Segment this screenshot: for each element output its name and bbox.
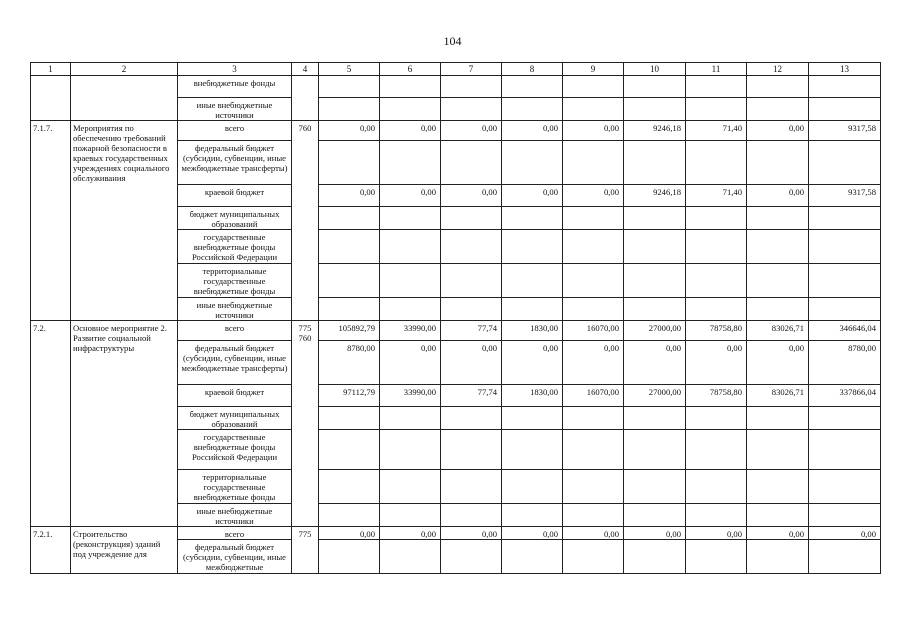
source-cell: бюджет муниципальных образований [178, 207, 292, 230]
value-cell: 9317,58 [809, 185, 881, 207]
value-cell: 0,00 [809, 527, 881, 540]
header-row [31, 63, 881, 76]
value-cell: 1830,00 [502, 385, 563, 407]
value-cell [686, 207, 747, 230]
kbk-cell [292, 76, 319, 121]
value-cell [563, 504, 624, 527]
value-cell [319, 98, 380, 121]
column-header: 6 [380, 63, 441, 76]
page-number: 104 [443, 34, 462, 48]
source-cell: государственные внебюджетные фонды Российской Федерации [178, 230, 292, 264]
source-cell: государственные внебюджетные фонды Российской Федерации [178, 430, 292, 470]
source-cell: внебюджетные фонды [178, 76, 292, 98]
value-cell: 27000,00 [624, 321, 686, 341]
value-cell [686, 230, 747, 264]
value-cell [319, 470, 380, 504]
value-cell [502, 470, 563, 504]
value-cell: 97112,79 [319, 385, 380, 407]
value-cell [747, 407, 809, 430]
value-cell: 71,40 [686, 121, 747, 141]
value-cell [809, 230, 881, 264]
value-cell [686, 264, 747, 298]
value-cell [502, 207, 563, 230]
value-cell [502, 76, 563, 98]
name-cell: Строительство (реконструкция) зданий под учреждение для [71, 527, 178, 574]
value-cell: 0,00 [380, 341, 441, 385]
value-cell [502, 141, 563, 185]
value-cell: 337866,04 [809, 385, 881, 407]
value-cell [747, 141, 809, 185]
table-row [31, 321, 881, 341]
value-cell: 71,40 [686, 185, 747, 207]
value-cell: 33990,00 [380, 385, 441, 407]
value-cell [319, 264, 380, 298]
value-cell [380, 504, 441, 527]
value-cell [624, 76, 686, 98]
value-cell [686, 141, 747, 185]
value-cell: 0,00 [380, 185, 441, 207]
value-cell: 0,00 [563, 341, 624, 385]
value-cell [563, 540, 624, 574]
value-cell [502, 264, 563, 298]
value-cell: 0,00 [563, 527, 624, 540]
source-cell: федеральный бюджет (субсидии, субвенции, иные межбюджетные трансферты) [178, 141, 292, 185]
code-cell [31, 76, 71, 121]
column-header: 7 [441, 63, 502, 76]
value-cell: 0,00 [380, 121, 441, 141]
source-cell: бюджет муниципальных образований [178, 407, 292, 430]
value-cell [319, 540, 380, 574]
value-cell [380, 76, 441, 98]
value-cell [319, 504, 380, 527]
column-header: 9 [563, 63, 624, 76]
value-cell [380, 141, 441, 185]
value-cell: 0,00 [747, 527, 809, 540]
value-cell: 0,00 [563, 185, 624, 207]
value-cell: 78758,80 [686, 321, 747, 341]
table-row [31, 76, 881, 98]
value-cell: 0,00 [441, 185, 502, 207]
value-cell [441, 407, 502, 430]
code-cell: 7.1.7. [31, 121, 71, 321]
value-cell: 83026,71 [747, 321, 809, 341]
source-cell: иные внебюджетные источники [178, 98, 292, 121]
value-cell [809, 264, 881, 298]
value-cell [624, 207, 686, 230]
source-cell: краевой бюджет [178, 185, 292, 207]
value-cell [563, 407, 624, 430]
value-cell [441, 298, 502, 321]
value-cell [563, 141, 624, 185]
value-cell [809, 76, 881, 98]
value-cell [747, 504, 809, 527]
value-cell: 0,00 [502, 341, 563, 385]
value-cell [809, 504, 881, 527]
value-cell: 8780,00 [809, 341, 881, 385]
value-cell [563, 298, 624, 321]
value-cell [502, 230, 563, 264]
name-cell: Мероприятия по обеспечению требований пожарной безопасности в краевых государственных учреждениях социального обслуживания [71, 121, 178, 321]
value-cell [380, 407, 441, 430]
value-cell: 0,00 [686, 527, 747, 540]
source-cell: всего [178, 121, 292, 141]
value-cell [319, 430, 380, 470]
value-cell [441, 207, 502, 230]
value-cell [441, 141, 502, 185]
value-cell [563, 98, 624, 121]
column-header: 3 [178, 63, 292, 76]
value-cell [380, 298, 441, 321]
value-cell [319, 298, 380, 321]
column-header: 11 [686, 63, 747, 76]
value-cell [747, 230, 809, 264]
value-cell [563, 264, 624, 298]
value-cell [380, 470, 441, 504]
table-row [31, 527, 881, 540]
value-cell [809, 298, 881, 321]
value-cell: 0,00 [441, 121, 502, 141]
value-cell [686, 407, 747, 430]
value-cell: 9317,58 [809, 121, 881, 141]
value-cell [747, 264, 809, 298]
column-header: 5 [319, 63, 380, 76]
column-header: 10 [624, 63, 686, 76]
value-cell: 0,00 [502, 121, 563, 141]
value-cell [624, 230, 686, 264]
value-cell [319, 230, 380, 264]
value-cell [747, 298, 809, 321]
value-cell: 78758,80 [686, 385, 747, 407]
value-cell [809, 141, 881, 185]
value-cell [563, 430, 624, 470]
value-cell: 0,00 [502, 185, 563, 207]
value-cell: 77,74 [441, 385, 502, 407]
value-cell [747, 98, 809, 121]
value-cell: 0,00 [319, 121, 380, 141]
value-cell [686, 470, 747, 504]
value-cell [747, 540, 809, 574]
value-cell [380, 264, 441, 298]
value-cell: 77,74 [441, 321, 502, 341]
value-cell: 0,00 [441, 527, 502, 540]
value-cell [441, 470, 502, 504]
value-cell [686, 98, 747, 121]
source-cell: территориальные государственные внебюджетные фонды [178, 264, 292, 298]
source-cell: федеральный бюджет (субсидии, субвенции, иные межбюджетные [178, 540, 292, 574]
value-cell [809, 540, 881, 574]
value-cell [624, 540, 686, 574]
value-cell: 0,00 [319, 527, 380, 540]
value-cell [747, 76, 809, 98]
value-cell [502, 540, 563, 574]
value-cell [686, 430, 747, 470]
value-cell: 0,00 [624, 341, 686, 385]
value-cell [747, 430, 809, 470]
value-cell [563, 470, 624, 504]
value-cell [563, 207, 624, 230]
source-cell: федеральный бюджет (субсидии, субвенции, иные межбюджетные трансферты) [178, 341, 292, 385]
value-cell [686, 504, 747, 527]
source-cell: территориальные государственные внебюджетные фонды [178, 470, 292, 504]
kbk-cell: 775 [292, 527, 319, 574]
name-cell: Основное мероприятие 2. Развитие социальной инфраструктуры [71, 321, 178, 527]
value-cell [380, 230, 441, 264]
value-cell [809, 430, 881, 470]
value-cell [319, 207, 380, 230]
value-cell [563, 76, 624, 98]
kbk-cell: 760 [292, 121, 319, 321]
value-cell [624, 264, 686, 298]
value-cell [809, 470, 881, 504]
value-cell: 16070,00 [563, 321, 624, 341]
value-cell [380, 430, 441, 470]
value-cell [319, 76, 380, 98]
value-cell: 0,00 [380, 527, 441, 540]
value-cell [502, 98, 563, 121]
value-cell: 33990,00 [380, 321, 441, 341]
value-cell: 0,00 [624, 527, 686, 540]
value-cell [563, 230, 624, 264]
value-cell: 0,00 [747, 121, 809, 141]
value-cell [624, 298, 686, 321]
value-cell: 83026,71 [747, 385, 809, 407]
column-header: 2 [71, 63, 178, 76]
source-cell: иные внебюджетные источники [178, 504, 292, 527]
value-cell [380, 98, 441, 121]
value-cell [441, 98, 502, 121]
value-cell [747, 470, 809, 504]
source-cell: всего [178, 321, 292, 341]
value-cell [624, 430, 686, 470]
value-cell: 0,00 [319, 185, 380, 207]
value-cell: 8780,00 [319, 341, 380, 385]
value-cell: 0,00 [441, 341, 502, 385]
value-cell [809, 98, 881, 121]
value-cell [441, 430, 502, 470]
source-cell: иные внебюджетные источники [178, 298, 292, 321]
value-cell [319, 407, 380, 430]
value-cell [809, 207, 881, 230]
value-cell: 27000,00 [624, 385, 686, 407]
value-cell: 16070,00 [563, 385, 624, 407]
value-cell [441, 504, 502, 527]
value-cell [441, 540, 502, 574]
value-cell [686, 298, 747, 321]
value-cell [686, 76, 747, 98]
value-cell [809, 407, 881, 430]
table-row [31, 121, 881, 141]
kbk-cell: 775 760 [292, 321, 319, 527]
name-cell [71, 76, 178, 121]
value-cell [624, 98, 686, 121]
value-cell: 0,00 [747, 341, 809, 385]
value-cell [747, 207, 809, 230]
value-cell [319, 141, 380, 185]
column-header: 13 [809, 63, 881, 76]
value-cell [624, 504, 686, 527]
column-header: 1 [31, 63, 71, 76]
value-cell [686, 540, 747, 574]
value-cell: 9246,18 [624, 121, 686, 141]
source-cell: краевой бюджет [178, 385, 292, 407]
value-cell [441, 230, 502, 264]
value-cell: 0,00 [686, 341, 747, 385]
value-cell [502, 298, 563, 321]
value-cell [624, 407, 686, 430]
value-cell: 9246,18 [624, 185, 686, 207]
value-cell [624, 470, 686, 504]
budget-table [30, 62, 881, 574]
value-cell [380, 207, 441, 230]
column-header: 8 [502, 63, 563, 76]
column-header: 4 [292, 63, 319, 76]
value-cell: 0,00 [563, 121, 624, 141]
code-cell: 7.2.1. [31, 527, 71, 574]
value-cell: 0,00 [747, 185, 809, 207]
value-cell: 1830,00 [502, 321, 563, 341]
value-cell [502, 504, 563, 527]
source-cell: всего [178, 527, 292, 540]
value-cell [624, 141, 686, 185]
value-cell: 346646,04 [809, 321, 881, 341]
value-cell [502, 430, 563, 470]
value-cell: 105892,79 [319, 321, 380, 341]
value-cell [502, 407, 563, 430]
value-cell: 0,00 [502, 527, 563, 540]
code-cell: 7.2. [31, 321, 71, 527]
value-cell [441, 264, 502, 298]
value-cell [441, 76, 502, 98]
value-cell [380, 540, 441, 574]
column-header: 12 [747, 63, 809, 76]
